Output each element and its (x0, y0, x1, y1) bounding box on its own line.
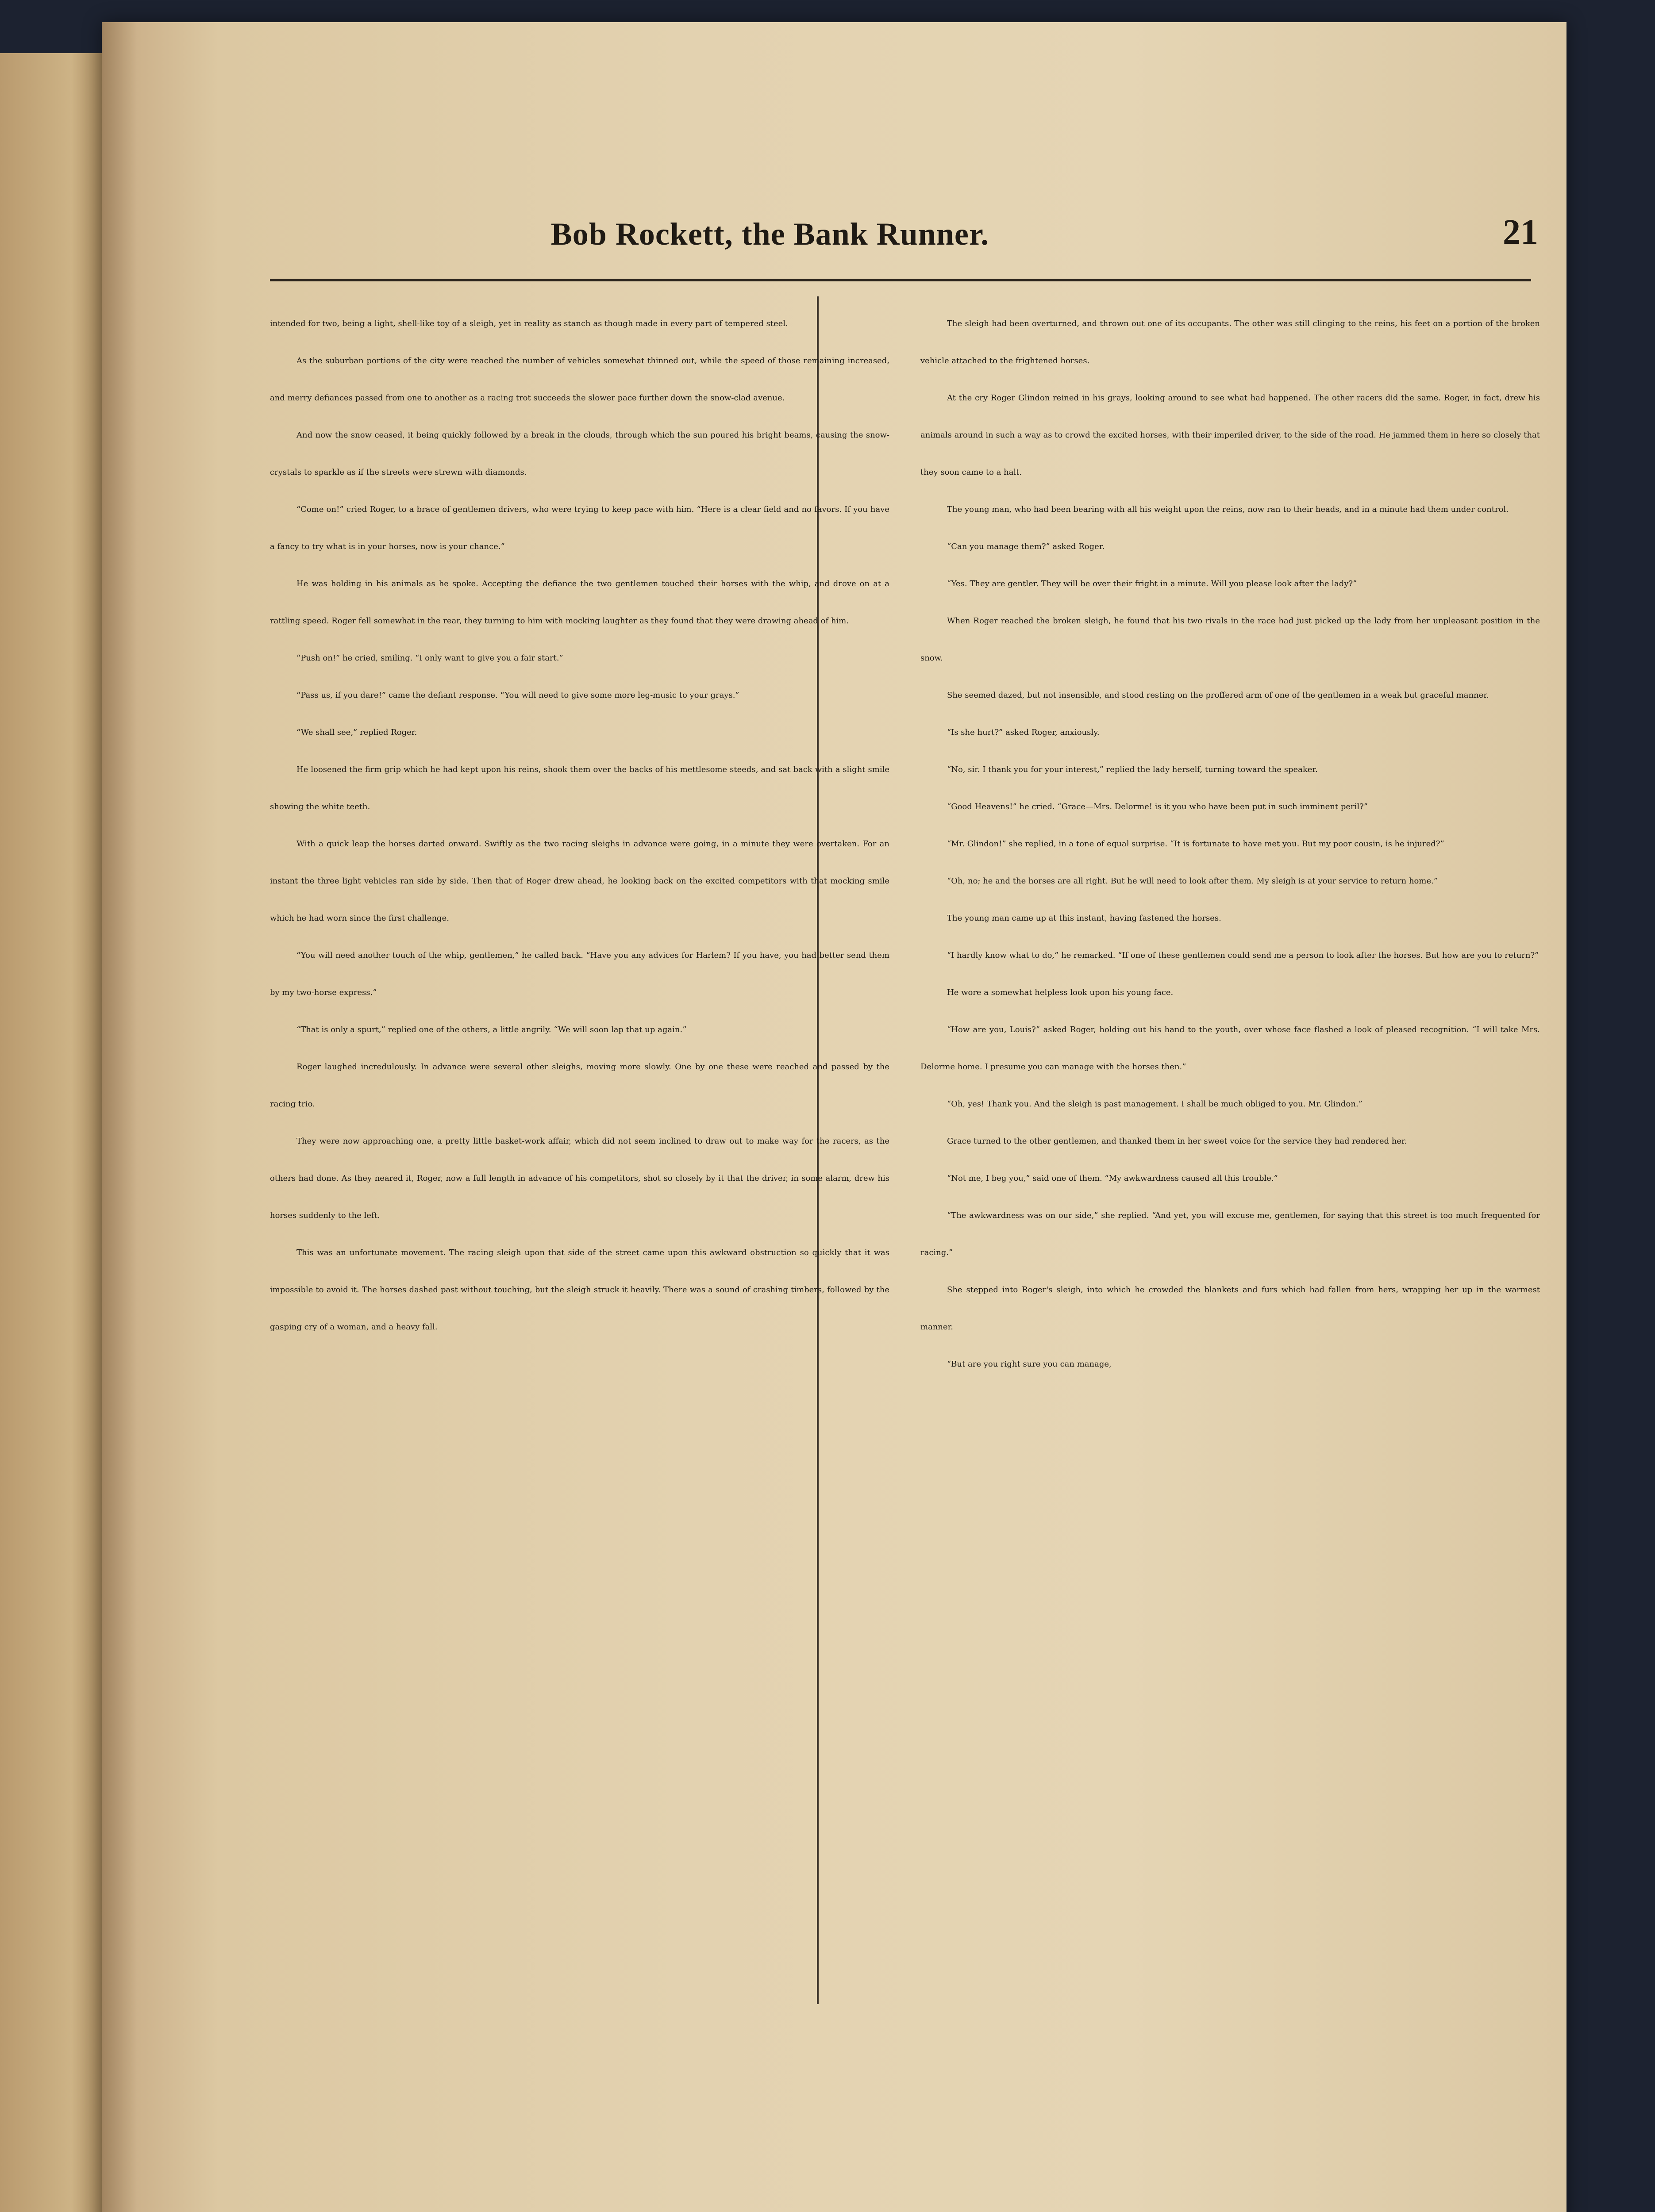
paragraph: They were now approaching one, a pretty little basket-work affair, which did not seem inclined to draw out to make way for the racers, as the others had done. As they neared it, Roger, now a full length in advance of his competitors, shot so closely by it that the driver, in some alarm, drew his horses suddenly to the left. (270, 1137, 889, 1220)
paragraph: “Good Heavens!” he cried. “Grace—Mrs. Delorme! is it you who have been put in such imminent peril?” (947, 802, 1368, 811)
paragraph: “How are you, Louis?” asked Roger, holding out his hand to the youth, over whose face flashed a look of pleased recognition. “I will take Mrs. Delorme home. I presume you can manage with the horses then.” (920, 1025, 1540, 1071)
paragraph: “We shall see,” replied Roger. (296, 728, 417, 737)
paragraph: When Roger reached the broken sleigh, he found that his two rivals in the race had just picked up the lady from her unpleasant position in the snow. (920, 616, 1540, 663)
paragraph: He wore a somewhat helpless look upon his young face. (947, 988, 1174, 997)
paragraph: Grace turned to the other gentlemen, and thanked them in her sweet voice for the service they had rendered her. (947, 1137, 1407, 1146)
paragraph: “Oh, yes! Thank you. And the sleigh is past management. I shall be much obliged to you. Mr. Glindon.” (947, 1099, 1362, 1109)
paragraph: “I hardly know what to do,” he remarked. “If one of these gentlemen could send me a person to look after the horses. But how are you to return?” (947, 951, 1539, 960)
paragraph: “But are you right sure you can manage, (947, 1359, 1112, 1369)
running-head: Bob Rockett, the Bank Runner. (550, 216, 989, 252)
paragraph: As the suburban portions of the city were reached the number of vehicles somewhat thinned out, while the speed of those remaining increased, and merry defiances passed from one to another as a racing trot succeeds the slower pace further down the snow-clad avenue. (270, 356, 889, 403)
paragraph: “No, sir. I thank you for your interest,” replied the lady herself, turning toward the speaker. (947, 765, 1318, 774)
paragraph: And now the snow ceased, it being quickly followed by a break in the clouds, through which the sun poured his bright beams, causing the snow-crystals to sparkle as if the streets were strewn with diamonds. (270, 430, 889, 477)
paragraph: “The awkwardness was on our side,” she replied. “And yet, you will excuse me, gentlemen, for saying that this street is too much frequented for racing.” (920, 1211, 1540, 1257)
paragraph: The young man came up at this instant, having fastened the horses. (947, 914, 1221, 923)
paragraph: She seemed dazed, but not insensible, and stood resting on the proffered arm of one of the gentlemen in a weak but graceful manner. (947, 691, 1489, 700)
paragraph: He was holding in his animals as he spoke. Accepting the defiance the two gentlemen touched their horses with the whip, and drove on at a rattling speed. Roger fell somewhat in the rear, they turning to him with mocking laughter as they found that they were drawing ahead of him. (270, 579, 889, 626)
paragraph: The sleigh had been overturned, and thrown out one of its occupants. The other was still clinging to the reins, his feet on a portion of the broken vehicle attached to the frightened horses. (920, 319, 1540, 365)
paragraph: This was an unfortunate movement. The racing sleigh upon that side of the street came upon this awkward obstruction so quickly that it was impossible to avoid it. The horses dashed past without touching, but the sleigh struck it heavily. There was a sound of crashing timbers, followed by the gasping cry of a woman, and a heavy fall. (270, 1248, 889, 1332)
paragraph: “You will need another touch of the whip, gentlemen,” he called back. “Have you any advices for Harlem? If you have, you had better send them by my two-horse express.” (270, 951, 889, 997)
paragraph: “Not me, I beg you,” said one of them. “My awkwardness caused all this trouble.” (947, 1174, 1278, 1183)
facing-page-edge (0, 53, 102, 2212)
paragraph: “Mr. Glindon!” she replied, in a tone of equal surprise. “It is fortunate to have met you. But my poor cousin, is he injured?” (947, 839, 1444, 849)
paragraph: The young man, who had been bearing with all his weight upon the reins, now ran to their heads, and in a minute had them under control. (947, 505, 1509, 514)
page-number: 21 (1503, 213, 1538, 252)
text-column-left (270, 305, 889, 2212)
paragraph: With a quick leap the horses darted onward. Swiftly as the two racing sleighs in advance were going, in a minute they were overtaken. For an instant the three light vehicles ran side by side. Then that of Roger drew ahead, he looking back on the excited competitors with that mocking smile which he had worn since the first challenge. (270, 839, 889, 923)
paragraph: “That is only a spurt,” replied one of the others, a little angrily. “We will soon lap that up again.” (296, 1025, 687, 1034)
text-column-right (920, 305, 1540, 2212)
paragraph: “Oh, no; he and the horses are all right. But he will need to look after them. My sleigh is at your service to return home.” (947, 876, 1438, 886)
paragraph: At the cry Roger Glindon reined in his grays, looking around to see what had happened. The other racers did the same. Roger, in fact, drew his animals around in such a way as to crowd the excited horses, with their imperiled driver, to the side of the road. He jammed them in here so closely that they soon came to a halt. (920, 393, 1540, 477)
paragraph: “Pass us, if you dare!” came the defiant response. “You will need to give some more leg-music to your grays.” (296, 691, 739, 700)
paragraph: intended for two, being a light, shell-like toy of a sleigh, yet in reality as stanch as though made in every part of tempered steel. (270, 319, 788, 328)
paragraph: “Come on!” cried Roger, to a brace of gentlemen drivers, who were trying to keep pace with him. “Here is a clear field and no favors. If you have a fancy to try what is in your horses, now is your chance.” (270, 505, 889, 551)
paragraph: She stepped into Roger's sleigh, into which he crowded the blankets and furs which had fallen from hers, wrapping her up in the warmest manner. (920, 1285, 1540, 1332)
paragraph: Roger laughed incredulously. In advance were several other sleighs, moving more slowly. One by one these were reached and passed by the racing trio. (270, 1062, 889, 1109)
paragraph: “Can you manage them?” asked Roger. (947, 542, 1105, 551)
paragraph: He loosened the firm grip which he had kept upon his reins, shook them over the backs of his mettlesome steeds, and sat back with a slight smile showing the white teeth. (270, 765, 889, 811)
paragraph: “Yes. They are gentler. They will be over their fright in a minute. Will you please look after the lady?” (947, 579, 1357, 588)
header-rule (270, 279, 1531, 281)
paragraph: “Push on!” he cried, smiling. “I only want to give you a fair start.” (296, 653, 563, 663)
magazine-page (102, 22, 1566, 2212)
gutter-shadow (102, 22, 137, 2212)
paragraph: “Is she hurt?” asked Roger, anxiously. (947, 728, 1100, 737)
